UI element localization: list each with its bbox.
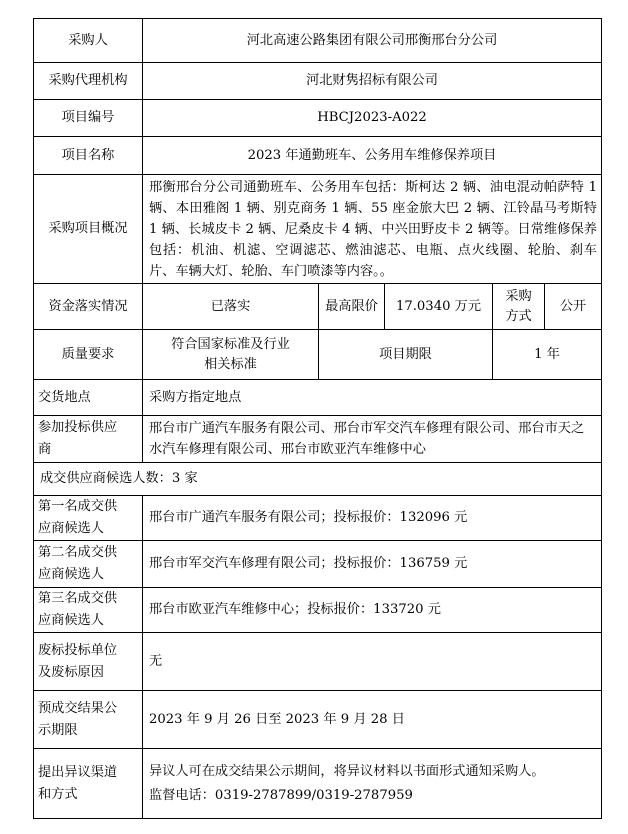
second-candidate-value: 邢台市军交汽车修理有限公司；投标报价：136759 元	[142, 541, 601, 587]
delivery-label: 交货地点	[38, 389, 91, 405]
publicity-label	[34, 691, 142, 748]
quality-value-line-2: 相关标准	[204, 356, 257, 372]
row-third-candidate	[33, 588, 602, 633]
agency-value: 河北财隽招标有限公司	[142, 63, 601, 99]
term-value: 1 年	[492, 330, 601, 379]
quality-value-line-1: 符合国家标准及行业	[171, 336, 290, 352]
publicity-label-line-2: 示期限	[38, 722, 78, 738]
row-candidate-count	[33, 463, 602, 496]
term-label: 项目期限	[318, 330, 492, 379]
row-agency	[33, 63, 602, 100]
project-no-label: 项目编号	[61, 110, 115, 125]
row-objection	[33, 749, 602, 819]
third-label-line-1: 第三名成交供	[38, 591, 118, 606]
row-quality	[33, 330, 602, 380]
row-rejected	[33, 633, 602, 691]
row-delivery	[33, 380, 602, 416]
rejected-label-line-2: 及废标原因	[38, 664, 104, 680]
method-label-line-1: 采购	[505, 288, 532, 304]
bidders-label-line-1: 参加投标供应	[38, 420, 118, 435]
agency-label: 采购代理机构	[48, 73, 128, 88]
rejected-label-line-1: 废标投标单位	[38, 642, 118, 658]
overview-value: 邢衡邢台分公司通勤班车、公务用车包括：斯柯达 2 辆、油电混动帕萨特 1 辆、本田雅阁 1 辆、别克商务 1 辆、55 座金旅大巴 2 辆、江铃晶马考斯特 1 辆、长城皮卡 2 辆、尼桑皮卡 4 辆、中兴田野皮卡 2 辆等。日常维修保养包括：机油、机滤、空调滤芯、燃油滤芯、电瓶、点火线圈、轮胎、刹车片、车辆大灯、轮胎、车门喷漆等内容。。	[142, 175, 601, 283]
publicity-value: 2023 年 9 月 26 日至 2023 年 9 月 28 日	[142, 691, 601, 748]
rejected-label	[34, 633, 142, 690]
first-candidate-label	[34, 496, 142, 540]
project-name-value: 2023 年通勤班车、公务用车维修保养项目	[142, 137, 601, 174]
project-no-value: HBCJ2023-A022	[142, 100, 601, 136]
rejected-value: 无	[142, 633, 601, 690]
objection-value	[142, 749, 601, 818]
objection-value-line-1: 异议人可在成交结果公示期间，将异议材料以书面形式通知采购人。	[149, 763, 545, 779]
row-bidders	[33, 416, 602, 463]
project-name-label: 项目名称	[61, 147, 115, 163]
max-price-label: 最高限价	[318, 284, 384, 329]
funds-value: 已落实	[142, 284, 318, 329]
first-candidate-value: 邢台市广通汽车服务有限公司；投标报价：132096 元	[142, 496, 601, 540]
purchaser-value: 河北高速公路集团有限公司邢衡邢台分公司	[142, 19, 601, 62]
objection-label-line-1: 提出异议渠道	[38, 764, 118, 780]
first-label-line-2: 应商候选人	[38, 521, 104, 536]
purchaser-label: 采购人	[68, 32, 108, 48]
delivery-value: 采购方指定地点	[142, 380, 601, 415]
second-candidate-label	[34, 541, 142, 587]
second-label-line-2: 应商候选人	[38, 567, 104, 582]
row-publicity	[33, 691, 602, 749]
objection-label-line-2: 和方式	[38, 786, 78, 802]
bidders-label-line-2: 商	[38, 442, 52, 457]
first-label-line-1: 第一名成交供	[38, 499, 118, 514]
publicity-label-line-1: 预成交结果公	[38, 700, 118, 716]
objection-label	[34, 749, 142, 818]
quality-label: 质量要求	[61, 346, 115, 362]
candidate-count: 成交供应商候选人数：3 家	[40, 471, 198, 486]
second-label-line-1: 第二名成交供	[38, 545, 118, 560]
max-price-value: 17.0340 万元	[384, 284, 492, 329]
third-candidate-label	[34, 588, 142, 632]
row-second-candidate	[33, 541, 602, 588]
method-label	[492, 284, 544, 329]
method-value: 公开	[544, 284, 601, 329]
method-label-line-2: 方式	[505, 308, 532, 324]
bidders-value: 邢台市广通汽车服务有限公司、邢台市军交汽车修理有限公司、邢台市天之水汽车修理有限公司、邢台市欧亚汽车维修中心	[142, 416, 601, 462]
bidders-label	[34, 416, 142, 462]
quality-value	[142, 330, 318, 379]
third-candidate-value: 邢台市欧亚汽车维修中心；投标报价：133720 元	[142, 588, 601, 632]
third-label-line-2: 应商候选人	[38, 613, 104, 628]
row-overview	[33, 175, 602, 284]
row-purchaser	[33, 18, 602, 63]
row-first-candidate	[33, 496, 602, 541]
overview-label: 采购项目概况	[48, 221, 128, 236]
objection-phone: 监督电话：0319-2787899/0319-2787959	[149, 787, 413, 803]
funds-label: 资金落实情况	[48, 298, 128, 314]
procurement-table	[33, 18, 602, 819]
row-funds	[33, 284, 602, 330]
row-project-no	[33, 100, 602, 137]
row-project-name	[33, 137, 602, 175]
